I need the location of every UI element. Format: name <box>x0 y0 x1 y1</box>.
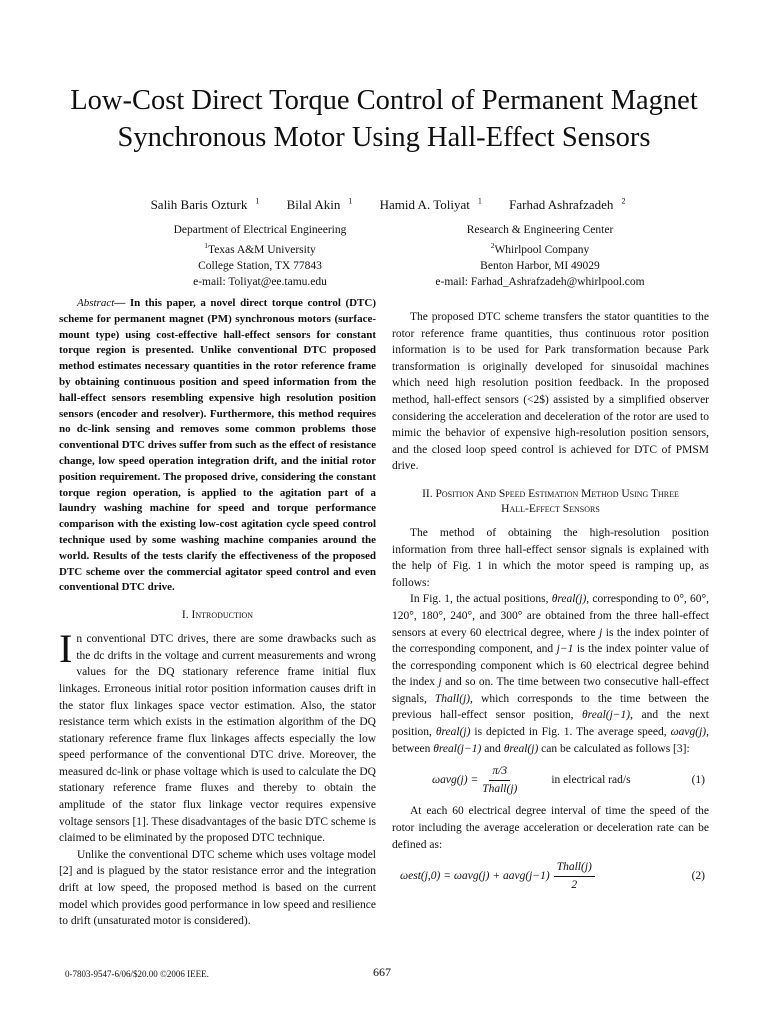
section-heading-line: II. Position And Speed Estimation Method Using Three <box>422 487 679 500</box>
text-run: is the index pointer value of the corresponding component which is 60 electrical degree behind the index <box>392 643 710 689</box>
author-name: Salih Baris Ozturk <box>150 197 248 213</box>
text-run: , corresponding to 0°, 60°, 120°, 180°, 240°, and 300° are obtained from the three hall-effect sensors at every 60 electrical degree, where <box>392 593 709 639</box>
text-run: , between <box>392 726 710 755</box>
equation-fraction <box>482 763 517 797</box>
text-run: can be calculated as follows [3]: <box>538 742 690 755</box>
fraction-denominator: 2 <box>571 878 578 891</box>
affil-city: College Station, TX 77843 <box>198 259 322 272</box>
abstract-lead: Abstract <box>77 297 115 309</box>
text-run: is the index pointer of the corresponding component, and <box>392 626 709 656</box>
intro-paragraph-2: Unlike the conventional DTC scheme which uses voltage model [2] and is plagued by the stator resistance error and the integration drift at low speed, the proposed method is based on the current model which provides good performance in low speed and resilience to drift (unsaturated motor is considered). <box>59 848 376 928</box>
math-symbol: j <box>438 676 442 689</box>
acceleration-paragraph: At each 60 electrical degree interval of time the speed of the rotor including the average acceleration or deceleration rate can be defined as: <box>392 805 709 851</box>
equation-unit: in electrical rad/s <box>551 774 631 787</box>
equation-lhs: ωavg(j) = <box>432 774 479 787</box>
drop-cap: I <box>59 626 73 672</box>
paper-title: Low-Cost Direct Torque Control of Permanent Magnet Synchronous Motor Using Hall-Effect Sensors <box>70 85 698 153</box>
author <box>501 197 625 212</box>
text-run: and so on. The time between two consecutive hall-effect signals, <box>392 676 709 705</box>
affil-company <box>390 238 690 258</box>
equation-2 <box>392 859 709 893</box>
fraction-numerator: π/3 <box>489 763 510 781</box>
equation-number: (2) <box>691 870 705 883</box>
author-sup: 1 <box>477 197 482 206</box>
text-run: In Fig. 1, the actual positions, <box>410 593 552 606</box>
affiliation-left <box>125 222 395 290</box>
left-column <box>59 296 376 930</box>
abstract <box>59 296 376 596</box>
equation-body <box>400 859 599 893</box>
affil-dept: Research & Engineering Center <box>466 224 614 236</box>
author <box>372 197 482 212</box>
page-number: 667 <box>373 965 391 979</box>
math-symbol: θreal(j) <box>551 593 587 606</box>
intro-paragraph-1 <box>59 626 376 847</box>
author-name: Hamid A. Toliyat <box>379 197 470 213</box>
equation-1 <box>392 763 709 797</box>
affil-univ-name: Texas A&M University <box>207 243 316 256</box>
math-symbol: ωavg(j) <box>670 726 707 739</box>
text-run: and <box>481 742 504 755</box>
intro-p1-text: n conventional DTC drives, there are some drawbacks such as the dc drifts in the voltage and current measurements and wrong values for the DQ stationary reference frame initial flux linkages. Erroneous initial rotor position information causes drift in the stator flux linkages space vector estimation. Also, the stator resistance term which exists in the estimation algorithm of the DQ stationary reference frame flux linkages affects especially the low speed performance of the conventional DTC drive. Moreover, the measured dc-link or phase voltage which is used to calculate the DQ stationary reference frame fluxes and thereby to obtain the amplitude of the stator flux linkage vector requires expensive voltage sensors [1]. These disadvantages of the basic DTC scheme is claimed to be eliminated by the proposed DTC technique. <box>59 633 376 845</box>
method-paragraph: The method of obtaining the high-resolution position information from three hall-effect sensor signals is explained with the help of Fig. 1 in which the motor speed is ramping up, as follows: <box>392 526 709 589</box>
equation-fraction <box>554 859 595 893</box>
equation-lhs: ωest(j,0) = ωavg(j) + aavg(j−1) <box>400 870 550 883</box>
affil-email[interactable]: e-mail: Toliyat@ee.tamu.edu <box>193 275 327 288</box>
author-sup: 1 <box>255 197 260 206</box>
right-column <box>392 309 709 899</box>
math-symbol: θreal(j) <box>503 742 539 755</box>
math-symbol: Thall(j) <box>434 692 471 705</box>
math-symbol: j−1 <box>556 643 574 656</box>
affil-dept: Department of Electrical Engineering <box>173 224 347 236</box>
math-symbol: θreal(j−1) <box>433 742 482 755</box>
affil-email[interactable]: e-mail: Farhad_Ashrafzadeh@whirlpool.com <box>435 275 645 288</box>
right-intro-paragraph: The proposed DTC scheme transfers the stator quantities to the rotor reference frame quantities, thus continuous rotor position information is to be used for Park transformation because Park transformation is originally developed for sinusoidal machines which need high resolution position feedback. In the proposed method, hall-effect sensors (<2$) assisted by a simplified observer considering the acceleration and deceleration of the rotor are used to mimic the behavior of expensive high-resolution position sensors, and the closed loop speed control is achieved for DTC of PMSM drive. <box>392 311 709 473</box>
abstract-text: — In this paper, a novel direct torque control (DTC) scheme for permanent magnet (PM) synchronous motors (surface-mount type) using cost-effective hall-effect sensors for constant torque region is presented. Unlike conventional DTC proposed method estimates necessary quantities in the rotor reference frame by obtaining continuous position and speed information from the hall-effect sensors resembling expensive high resolution position sensors (encoder and resolver). Furthermore, this method requires no dc-link sensing and removes some common problems those conventional DTC drives suffer from such as the effect of resistance change, low speed operation integration drift, and the initial rotor position requirement. The proposed drive, considering the constant torque region operation, is applied to the agitation part of a laundry washing machine for speed and torque performance comparison with the existing low-cost agitation cycle speed control technique used by some washing machine companies around the world. Results of the tests clarify the effectiveness of the proposed DTC scheme over the commercial agitator speed control and even conventional DTC drive. <box>59 297 376 594</box>
affil-sup: 1 <box>204 241 208 250</box>
author-sup: 2 <box>621 197 626 206</box>
text-run: is depicted in Fig. 1. The average speed, <box>470 726 671 739</box>
text-run: , and the next position, <box>392 709 710 739</box>
author-sup: 1 <box>348 197 353 206</box>
equation-number: (1) <box>691 774 705 787</box>
fraction-denominator: Thall(j) <box>482 782 518 795</box>
author-name: Farhad Ashrafzadeh <box>509 197 614 213</box>
fig1-paragraph <box>392 591 709 757</box>
author <box>279 197 353 212</box>
section-heading-line: Hall-Effect Sensors <box>501 502 600 515</box>
fraction-numerator: Thall(j) <box>554 859 595 877</box>
author-list <box>0 197 768 213</box>
affil-company-name: Whirlpool Company <box>494 243 590 256</box>
math-symbol: θreal(j−1) <box>582 709 631 722</box>
author-name: Bilal Akin <box>286 197 341 213</box>
equation-body <box>432 763 631 797</box>
affil-city: Benton Harbor, MI 49029 <box>480 259 600 272</box>
section-heading-introduction: I. Introduction <box>181 609 254 622</box>
math-symbol: j <box>599 626 603 639</box>
author <box>143 197 260 212</box>
math-symbol: θreal(j) <box>435 726 471 739</box>
section-heading-position-speed <box>392 487 709 517</box>
affil-sup: 2 <box>490 241 495 250</box>
copyright-footer: 0-7803-9547-6/06/$20.00 ©2006 IEEE. <box>65 969 209 979</box>
affil-univ <box>125 238 395 258</box>
affiliation-right <box>390 222 690 290</box>
text-run: , which corresponds to the time between the previous hall-effect sensor position, <box>392 692 709 722</box>
